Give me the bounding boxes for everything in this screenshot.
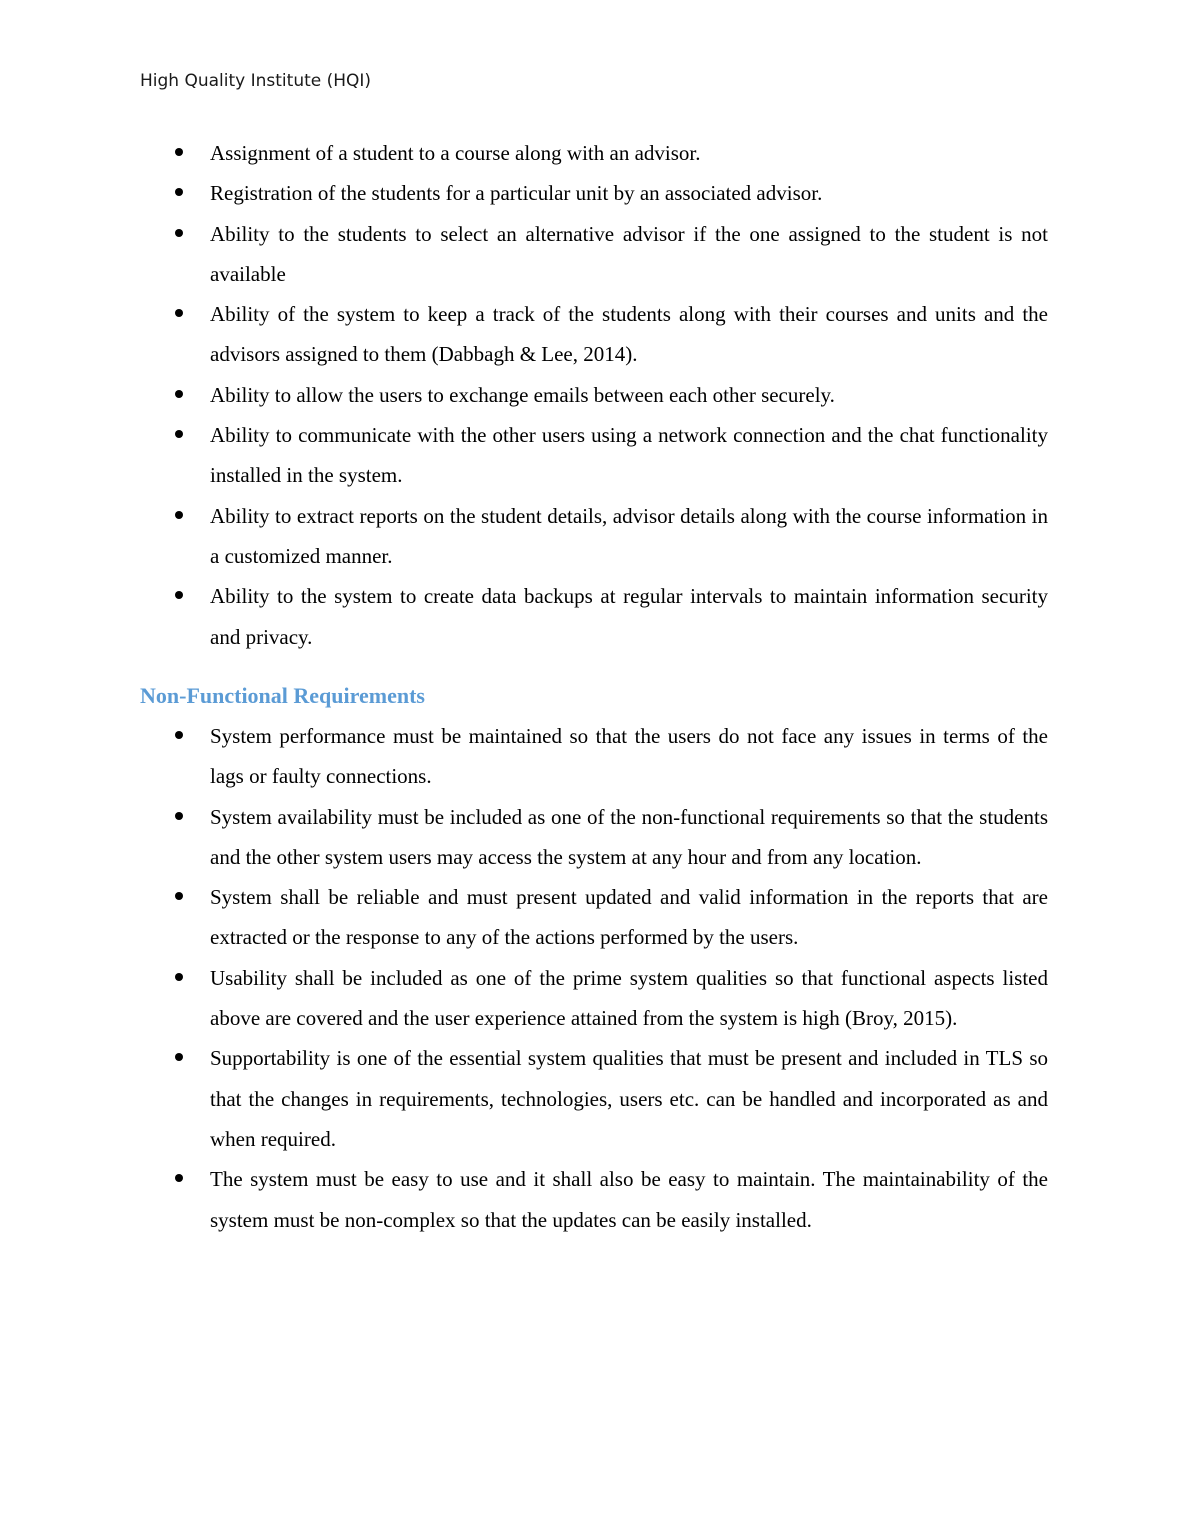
list-item xyxy=(0,1038,1190,1159)
list-item-text: Supportability is one of the essential system qualities that must be present and included in TLS so that the changes in requirements, technologies, users etc. can be handled and incorporated as and when required. xyxy=(210,1046,1048,1151)
bullet-icon xyxy=(175,812,183,820)
list-item-text: Usability shall be included as one of the prime system qualities so that functional aspects listed above are covered and the user experience attained from the system is high (Broy, 2015). xyxy=(210,965,1048,1031)
bullet-icon xyxy=(175,309,183,317)
list-item-text: Ability to the system to create data backups at regular intervals to maintain information security and privacy. xyxy=(210,584,1048,649)
list-item xyxy=(0,716,1190,797)
bullet-icon xyxy=(175,430,183,438)
page-header: High Quality Institute (HQI) xyxy=(140,71,372,91)
list-item xyxy=(0,958,1190,1039)
list-item xyxy=(0,797,1190,878)
bullet-icon xyxy=(175,892,183,900)
list-item xyxy=(0,877,1190,958)
list-item xyxy=(0,214,1190,295)
list-item xyxy=(0,496,1190,577)
list-item xyxy=(0,294,1190,375)
list-item xyxy=(0,173,1190,213)
list-item-text: System shall be reliable and must present updated and valid information in the reports that are extracted or the response to any of the actions performed by the users. xyxy=(210,885,1048,950)
bullet-icon xyxy=(175,390,183,398)
list-item-text: Ability to extract reports on the student details, advisor details along with the course information in a customized manner. xyxy=(210,503,1048,568)
list-item xyxy=(0,133,1190,173)
list-item-text: System availability must be included as one of the non-functional requirements so that the students and the other system users may access the system at any hour and from any location. xyxy=(210,804,1048,869)
list-item xyxy=(0,1159,1190,1240)
list-item xyxy=(0,375,1190,415)
bullet-icon xyxy=(175,591,183,599)
functional-requirements-list xyxy=(0,133,1190,657)
bullet-icon xyxy=(175,229,183,237)
bullet-icon xyxy=(175,1174,183,1182)
bullet-icon xyxy=(175,973,183,981)
section-heading-non-functional: Non-Functional Requirements xyxy=(140,683,425,708)
bullet-icon xyxy=(175,731,183,739)
list-item-text: Registration of the students for a particular unit by an associated advisor. xyxy=(210,181,823,206)
list-item-text: Ability to communicate with the other users using a network connection and the chat functionality installed in the system. xyxy=(210,423,1048,488)
list-item-text: System performance must be maintained so that the users do not face any issues in terms of the lags or faulty connections. xyxy=(210,724,1048,789)
list-item-text: Assignment of a student to a course along with an advisor. xyxy=(210,141,701,165)
bullet-icon xyxy=(175,511,183,519)
list-item-text: Ability to the students to select an alternative advisor if the one assigned to the student is not available xyxy=(210,221,1048,286)
list-item xyxy=(0,576,1190,657)
non-functional-requirements-list xyxy=(0,716,1190,1240)
list-item-text: Ability to allow the users to exchange emails between each other securely. xyxy=(210,382,835,407)
bullet-icon xyxy=(175,1053,183,1061)
list-item xyxy=(0,415,1190,496)
bullet-icon xyxy=(175,148,183,156)
list-item-text: The system must be easy to use and it shall also be easy to maintain. The maintainability of the system must be non-complex so that the updates can be easily installed. xyxy=(210,1167,1048,1232)
bullet-icon xyxy=(175,188,183,196)
list-item-text: Ability of the system to keep a track of the students along with their courses and units and the advisors assigned to them (Dabbagh & Lee, 2014). xyxy=(210,302,1048,367)
